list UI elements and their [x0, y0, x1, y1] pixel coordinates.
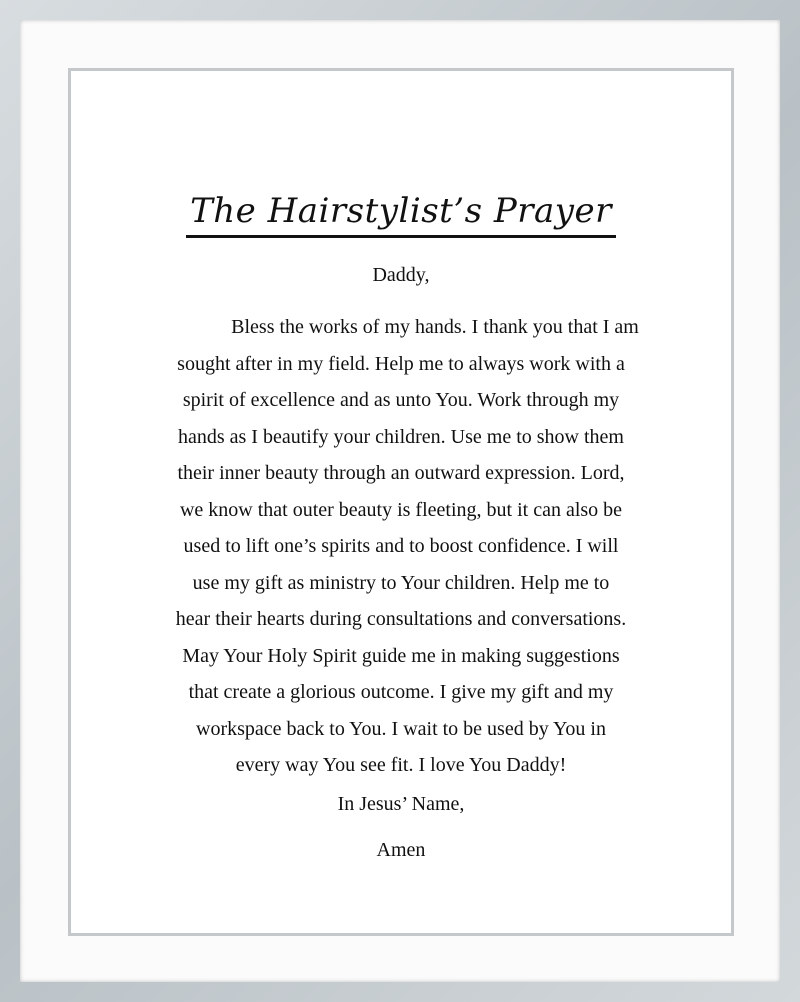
prayer-page — [68, 68, 734, 936]
body-line: every way You see fit. I love You Daddy! — [235, 754, 567, 776]
body-line: May Your Holy Spirit guide me in making suggestions — [182, 644, 620, 667]
salutation: Daddy, — [372, 264, 430, 286]
prayer-title — [71, 189, 731, 238]
signoff: Amen — [376, 839, 426, 861]
body-line: their inner beauty through an outward expression. Lord, — [177, 462, 625, 484]
body-line: we know that outer beauty is fleeting, but it can also be — [179, 498, 623, 521]
matting — [20, 20, 780, 982]
body-line: sought after in my field. Help me to always work with a — [177, 352, 625, 375]
closing-line: In Jesus’ Name, — [337, 793, 465, 815]
body-line: workspace back to You. I wait to be used by You in — [196, 717, 606, 740]
prayer-title-text: The Hairstylist’s Prayer — [186, 189, 616, 238]
body-line: use my gift as ministry to Your children. Help me to — [192, 571, 610, 594]
body-line: hear their hearts during consultations and conversations. — [175, 608, 627, 630]
body-line: that create a glorious outcome. I give my gift and my — [188, 681, 614, 703]
prayer-body — [71, 309, 731, 784]
body-line: used to lift one’s spirits and to boost confidence. I will — [183, 535, 619, 557]
body-line: Bless the works of my hands. I thank you that I am — [231, 316, 639, 338]
body-line: spirit of excellence and as unto You. Work through my — [182, 389, 620, 411]
body-line: hands as I beautify your children. Use me to show them — [177, 425, 624, 448]
